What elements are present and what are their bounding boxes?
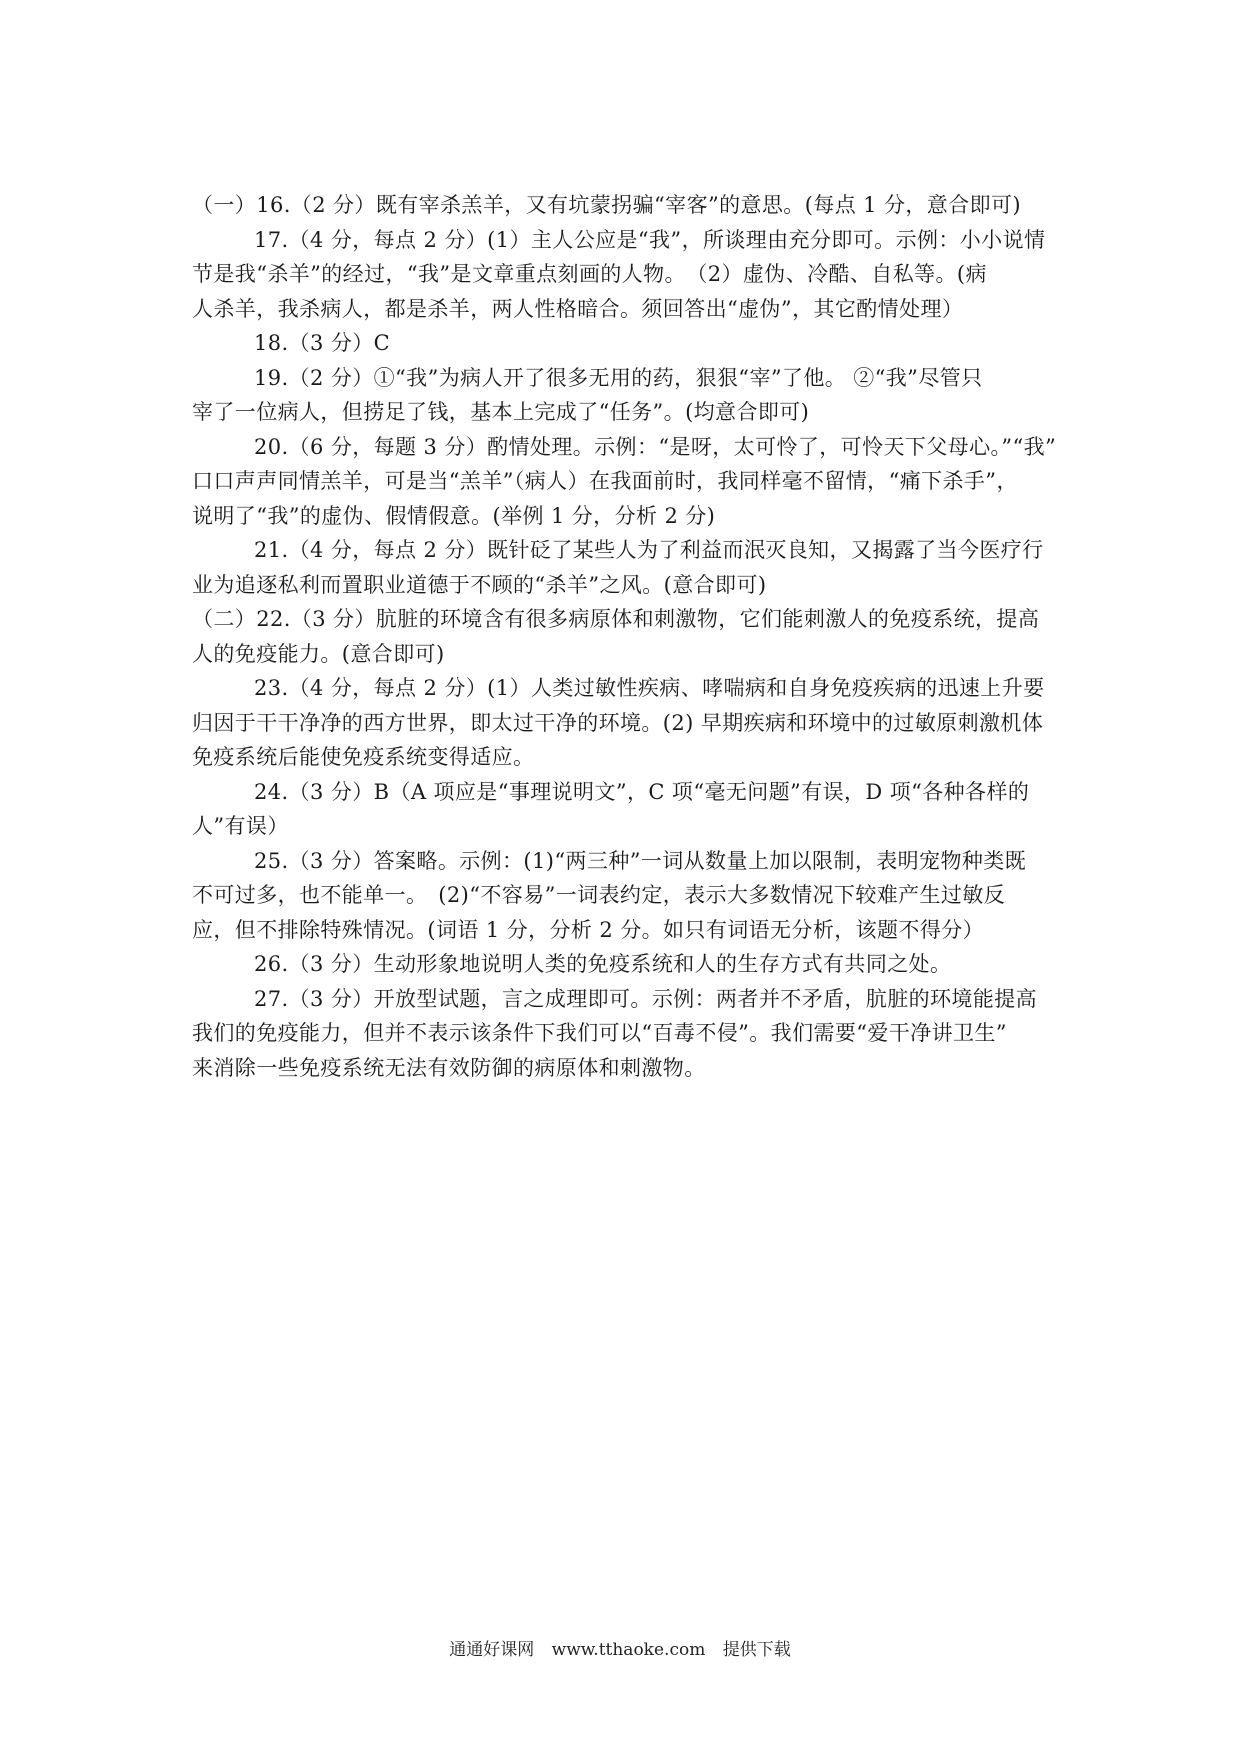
page-footer [0,1635,1240,1660]
answer-line: 18.（3 分）C [254,331,391,355]
answer-line: 25.（3 分）答案略。示例：(1)“两三种”一词从数量上加以限制，表明宠物种类既 [254,848,1027,873]
answer-line: 说明了“我”的虚伪、假情假意。(举例 1 分，分析 2 分) [192,503,716,528]
answer-line: （二）22.（3 分）肮脏的环境含有很多病原体和刺激物，它们能刺激人的免疫系统，提高 [192,607,1040,631]
answer-line: 宰了一位病人，但捞足了钱，基本上完成了“任务”。(均意合即可) [192,400,810,424]
answer-line: 21.（4 分，每点 2 分）既针砭了某些人为了利益而泯灭良知，又揭露了当今医疗行 [254,538,1044,562]
answer-line: （一）16.（2 分）既有宰杀羔羊，又有坑蒙拐骗“宰客”的意思。(每点 1 分，意合即可) [192,193,1021,217]
answer-line: 归因于干干净净的西方世界，即太过干净的环境。(2) 早期疾病和环境中的过敏原刺激机体 [192,710,1044,735]
answer-line: 节是我“杀羊”的经过，“我”是文章重点刻画的人物。 （2）虚伪、冷酷、自私等。(病 [192,262,987,286]
answer-line: 人杀羊，我杀病人，都是杀羊，两人性格暗合。须回答出“虚伪”，其它酌情处理） [192,296,964,321]
answer-line: 人”有误） [192,814,289,838]
answer-line: 口口声声同情羔羊，可是当“羔羊”（病人）在我面前时，我同样毫不留情，“痛下杀手”， [192,469,1018,493]
answer-line: 19.（2 分）①“我”为病人开了很多无用的药，狠狠“宰”了他。 ②“我”尽管只 [254,365,983,390]
answer-line: 来消除一些免疫系统无法有效防御的病原体和刺激物。 [192,1055,706,1080]
answer-key [192,188,1062,1085]
answer-line: 免疫系统后能使免疫系统变得适应。 [192,745,535,769]
answer-line: 不可过多，也不能单一。 (2)“不容易”一词表约定，表示大多数情况下较难产生过敏反 [192,883,1006,907]
answer-line: 24.（3 分）B（A 项应是“事理说明文”，C 项“毫无问题”有误，D 项“各种各样的 [254,779,1030,804]
answer-line: 我们的免疫能力，但并不表示该条件下我们可以“百毒不侵”。我们需要“爱干净讲卫生” [192,1021,1007,1045]
footer-site-name: 通通好课网 [449,1640,535,1660]
footer-url[interactable]: www.tthaoke.com [551,1640,706,1660]
answer-line: 业为追逐私利而置职业道德于不顾的“杀羊”之风。(意合即可) [192,572,767,597]
footer-suffix: 提供下载 [722,1640,791,1660]
answer-line: 20.（6 分，每题 3 分）酌情处理。示例：“是呀，太可怜了，可怜天下父母心。”“我” [254,434,1057,459]
answer-line: 27.（3 分）开放型试题，言之成理即可。示例：两者并不矛盾，肮脏的环境能提高 [254,986,1038,1011]
answer-line: 23.（4 分，每点 2 分）(1）人类过敏性疾病、哮喘病和自身免疫疾病的迅速上升要 [254,676,1045,700]
answer-line: 17.（4 分，每点 2 分）(1）主人公应是“我”，所谈理由充分即可。示例：小小说情 [254,227,1046,252]
answer-line: 人的免疫能力。(意合即可) [192,641,445,666]
answer-line: 应，但不排除特殊情况。(词语 1 分，分析 2 分。如只有词语无分析，该题不得分） [192,917,985,942]
answer-line: 26.（3 分）生动形象地说明人类的免疫系统和人的生存方式有共同之处。 [254,952,952,976]
